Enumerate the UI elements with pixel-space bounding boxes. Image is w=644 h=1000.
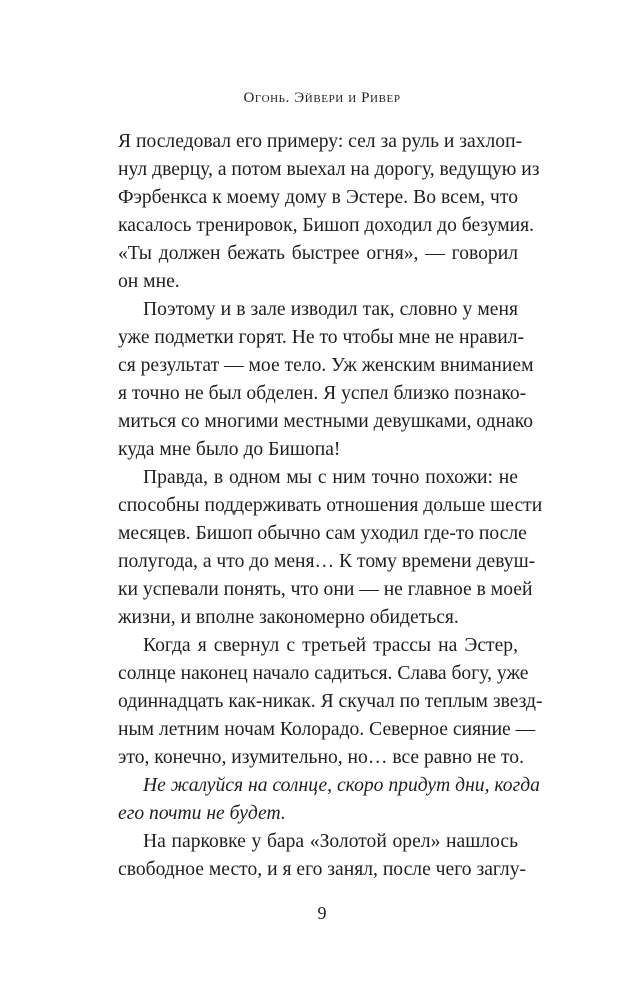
text-line: Фэрбенкса к моему дому в Эстере. Во всем, что	[118, 187, 518, 208]
text-line: куда мне было до Бишопа!	[118, 439, 341, 460]
text-line: солнце наконец начало садиться. Слава богу, уже	[118, 663, 529, 684]
text-line: Я последовал его примеру: сел за руль и захлоп-	[118, 131, 523, 152]
text-line: «Ты должен бежать быстрее огня», — говорил	[118, 243, 518, 264]
text-line: одиннадцать как-никак. Я скучал по теплым звезд-	[118, 691, 543, 712]
running-title: Огонь. Эйвери и Ривер	[243, 90, 401, 106]
text-line: месяцев. Бишоп обычно сам уходил где-то после	[118, 523, 527, 544]
text-line: Когда я свернул с третьей трассы на Эстер,	[143, 635, 518, 656]
text-line: ся результат — мое тело. Уж женским вниманием	[118, 355, 534, 376]
text-line: ки успевали понять, что они — не главное в моей	[118, 579, 533, 600]
text-line: это, конечно, изумительно, но… все равно не то.	[118, 747, 524, 768]
text-line: способны поддерживать отношения дольше шести	[118, 495, 543, 516]
text-line: уже подметки горят. Не то чтобы мне не нравил-	[118, 327, 525, 348]
page-number: 9	[317, 903, 327, 923]
text-line: Правда, в одном мы с ним точно похожи: не	[143, 467, 518, 488]
text-line: касалось тренировок, Бишоп доходил до безумия.	[118, 215, 535, 236]
italic-text-line: Не жалуйся на солнце, скоро придут дни, когда	[143, 775, 540, 796]
body-text	[118, 128, 543, 884]
text-line: он мне.	[118, 271, 180, 292]
text-line: я точно не был обделен. Я успел близко познако-	[118, 383, 527, 404]
text-line: миться со многими местными девушками, однако	[118, 411, 534, 432]
text-line: нул дверцу, а потом выехал на дорогу, ведущую из	[118, 159, 540, 180]
italic-text-line: его почти не будет.	[118, 803, 286, 824]
text-line: На парковке у бара «Золотой орел» нашлось	[143, 831, 518, 852]
text-line: Поэтому и в зале изводил так, словно у меня	[143, 299, 518, 320]
text-line: жизни, и вполне закономерно обидеться.	[118, 607, 459, 628]
text-line: ным летним ночам Колорадо. Северное сияние —	[118, 719, 536, 740]
text-line: свободное место, и я его занял, после чего заглу-	[118, 859, 527, 880]
text-line: полугода, а что до меня… К тому времени девуш-	[118, 551, 536, 572]
